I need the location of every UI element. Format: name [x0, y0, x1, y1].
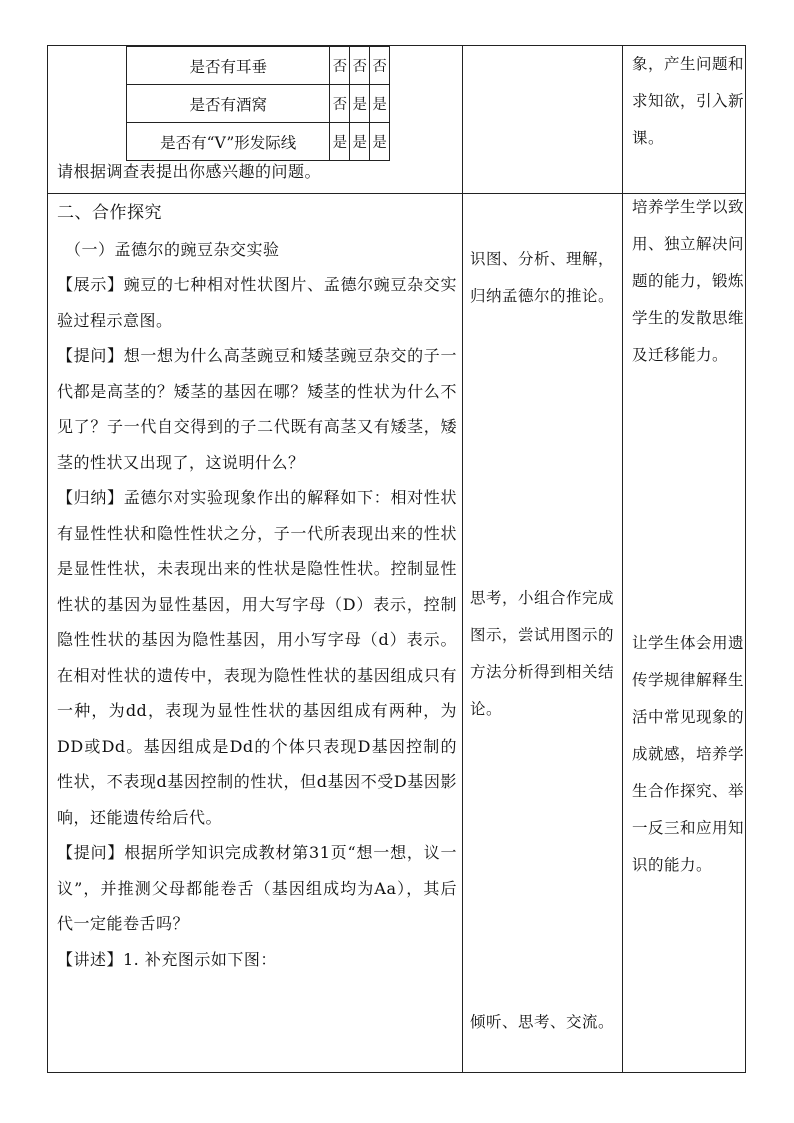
intro-intent-cell: [632, 46, 744, 193]
survey-answer: 是: [370, 123, 390, 161]
column-divider: [462, 46, 463, 1072]
survey-answer: 否: [370, 47, 390, 85]
content-paragraph: 【展示】豌豆的七种相对性状图片、孟德尔豌豆杂交实验过程示意图。: [57, 275, 457, 330]
column-divider: [622, 46, 623, 1072]
student-activity-1: [470, 241, 618, 315]
survey-question: 是否有“V”形发际线: [127, 123, 330, 161]
section-subheading: （一）孟德尔的豌豆杂交实验: [65, 239, 280, 259]
student-activity-text: 倾听、思考、交流。: [470, 1013, 615, 1031]
survey-answer: 否: [330, 85, 350, 123]
student-activity-text: 识图、分析、理解，归纳孟德尔的推论。: [470, 250, 615, 305]
survey-question: 是否有耳垂: [127, 47, 330, 85]
student-activity-text: 思考，小组合作完成图示，尝试用图示的方法分析得到相关结论。: [470, 589, 615, 718]
design-intent-1: [632, 189, 744, 374]
survey-answer: 是: [350, 123, 370, 161]
lesson-plan-table: [47, 45, 746, 1073]
content-paragraph: 【讲述】1. 补充图示如下图：: [57, 949, 277, 969]
design-intent-text: 培养学生学以致用、独立解决问题的能力，锻炼学生的发散思维及迁移能力。: [632, 198, 745, 364]
content-paragraph: 【提问】想一想为什么高茎豌豆和矮茎豌豆杂交的子一代都是高茎的？矮茎的基因在哪？矮茎的性状为什么不见了？子一代自交得到的子二代既有高茎又有矮茎，矮茎的性状又出现了，这说明什么？: [57, 346, 457, 472]
survey-prompt: 请根据调查表提出你感兴趣的问题。: [57, 162, 322, 181]
survey-answer: 否: [330, 47, 350, 85]
survey-question: 是否有酒窝: [127, 85, 330, 123]
survey-row: [127, 85, 390, 123]
design-intent-text: 让学生体会用遗传学规律解释生活中常见现象的成就感，培养学生合作探究、举一反三和应用知识的能力。: [632, 634, 745, 874]
survey-answer: 是: [350, 85, 370, 123]
survey-table: [126, 46, 390, 161]
student-activity-3: [470, 1004, 618, 1041]
survey-answer: 是: [330, 123, 350, 161]
content-cell: [57, 196, 457, 1070]
survey-row: [127, 47, 390, 85]
survey-answer: 是: [370, 85, 390, 123]
survey-cell: [48, 46, 462, 193]
design-intent-2: [632, 625, 744, 884]
student-activity-2: [470, 580, 618, 728]
intro-intent-text: 象，产生问题和求知欲，引入新课。: [632, 55, 745, 147]
survey-answer: 否: [350, 47, 370, 85]
content-paragraph: 【提问】根据所学知识完成教材第31页“想一想，议一议”，并推测父母都能卷舌（基因组成均为Aa），其后代一定能卷舌吗？: [57, 843, 457, 933]
section-heading: 二、合作探究: [57, 203, 162, 223]
content-paragraph: 【归纳】孟德尔对实验现象作出的解释如下：相对性状有显性性状和隐性性状之分，子一代所表现出来的性状是显性性状，未表现出来的性状是隐性性状。控制显性性状的基因为显性基因，用大写字母（D）表示，控制隐性性状的基因为隐性基因，用小写字母（d）表示。在相对性状的遗传中，表现为隐性性状的基因组成只有一种，为dd，表现为显性性状的基因组成有两种，为DD或Dd。基因组成是Dd的个体只表现D基因控制的性状，不表现d基因控制的性状，但d基因不受D基因影响，还能遗传给后代。: [57, 488, 457, 827]
